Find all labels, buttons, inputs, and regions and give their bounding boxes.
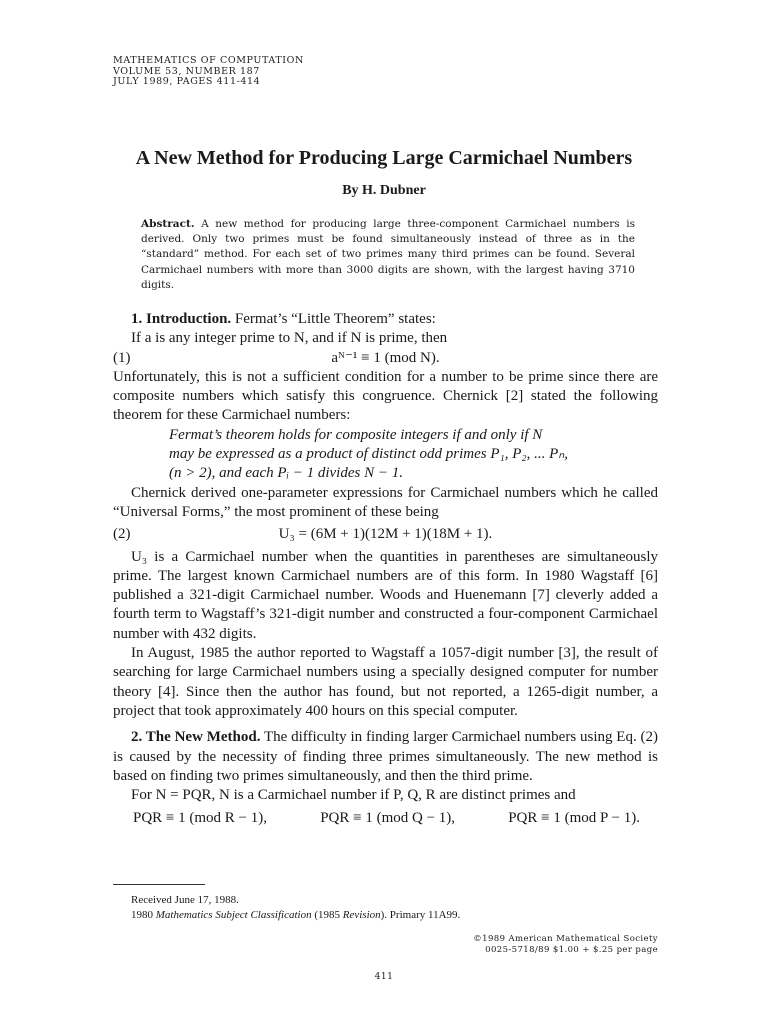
section-title-new-method: 2. The New Method. bbox=[131, 729, 261, 746]
footnotes bbox=[131, 893, 460, 923]
theorem-line-2: may be expressed as a product of distinct odd primes P₁, P₂, ... Pₙ, bbox=[169, 446, 568, 463]
equation-1 bbox=[113, 349, 658, 368]
page-number: 411 bbox=[374, 972, 394, 982]
intro-paragraph-1: Unfortunately, this is not a sufficient condition for a number to be prime since there are composite numbers which satisfy this congruence. Chernick [2] stated the following theorem for these Carmichael numbers: bbox=[113, 368, 658, 424]
copyright-notice bbox=[473, 934, 658, 956]
journal-date-pages: JULY 1989, PAGES 411-414 bbox=[113, 76, 261, 87]
body-text bbox=[113, 310, 658, 829]
journal-header bbox=[113, 56, 304, 88]
abstract-text: A new method for producing large three-component Carmichael numbers is derived. Only two primes must be found simultaneously instead of three as in the “standard” method. For each set of two primes many third primes can be found. Several Carmichael numbers with more than 3000 digits are shown, with the largest having 3710 digits. bbox=[141, 218, 635, 291]
theorem-line-3: (n > 2), and each Pᵢ − 1 divides N − 1. bbox=[169, 465, 403, 482]
intro-heading-paragraph bbox=[113, 310, 658, 329]
equation-2 bbox=[113, 525, 658, 544]
intro-paragraph-2: Chernick derived one-parameter expressions for Carmichael numbers which he called “Universal Forms,” the most prominent of these being bbox=[113, 484, 658, 520]
msc-suffix: ). Primary 11A99. bbox=[380, 909, 461, 921]
intro-paragraph-3: U₃ is a Carmichael number when the quantities in parentheses are simultaneously prime. The largest known Carmichael numbers are of this form. In 1980 Wagstaff [6] published a 321-digit Carmichael number. Woods and Huenemann [7] cleverly added a fourth term to Wagstaff’s 321-digit number and constructed a four-component Carmichael number with 432 digits. bbox=[113, 548, 658, 642]
theorem-line-1: Fermat’s theorem holds for composite integers if and only if N bbox=[169, 426, 543, 443]
journal-volume: VOLUME 53, NUMBER 187 bbox=[113, 65, 260, 77]
copyright-line-2: 0025-5718/89 $1.00 + $.25 per page bbox=[485, 945, 658, 955]
footnote-rule bbox=[113, 884, 205, 885]
intro-paragraph-4: In August, 1985 the author reported to Wagstaff a 1057-digit number [3], the result of searching for large Carmichael numbers using a specially designed computer for number theory [4]. Since then the author has found, but not reported, a 1265-digit number, a project that took approximately 400 hours on this special computer. bbox=[113, 645, 658, 719]
equation-3 bbox=[113, 809, 658, 828]
msc-paren: (1985 bbox=[311, 909, 343, 921]
section-title-introduction: 1. Introduction. bbox=[131, 311, 232, 327]
equation-2-body: U₃ = (6M + 1)(12M + 1)(18M + 1). bbox=[278, 526, 493, 543]
equation-1-body: aᴺ⁻¹ ≡ 1 (mod N). bbox=[331, 349, 440, 366]
msc-prefix: 1980 bbox=[131, 909, 156, 921]
chernick-theorem bbox=[169, 426, 658, 484]
abstract-label: Abstract. bbox=[141, 218, 195, 230]
author-byline: By H. Dubner bbox=[342, 183, 426, 198]
msc-italic: Mathematics Subject Classification bbox=[155, 909, 312, 921]
intro-lead: Fermat’s “Little Theorem” states: bbox=[231, 311, 436, 327]
paper-title: A New Method for Producing Large Carmichael Numbers bbox=[135, 147, 633, 169]
method-heading-paragraph bbox=[113, 728, 658, 786]
abstract bbox=[141, 217, 635, 293]
equation-3b: PQR ≡ 1 (mod Q − 1), bbox=[320, 810, 456, 827]
equation-3c: PQR ≡ 1 (mod P − 1). bbox=[508, 810, 640, 827]
equation-2-number: (2) bbox=[113, 526, 131, 543]
method-lead: The difficulty in finding larger Carmichael numbers using Eq. (2) is caused by the necessity of finding three primes simultaneously. The new method is based on finding two primes simultaneously, and then the third prime. bbox=[113, 729, 658, 784]
copyright-line-1: ©1989 American Mathematical Society bbox=[473, 934, 658, 944]
method-paragraph-2: For N = PQR, N is a Carmichael number if P, Q, R are distinct primes and bbox=[131, 787, 576, 804]
equation-3a: PQR ≡ 1 (mod R − 1), bbox=[133, 810, 268, 827]
footnote-received: Received June 17, 1988. bbox=[131, 894, 239, 906]
msc-revision: Revision bbox=[342, 909, 381, 921]
equation-1-number: (1) bbox=[113, 349, 131, 366]
journal-name: MATHEMATICS OF COMPUTATION bbox=[113, 55, 304, 66]
intro-line2: If a is any integer prime to N, and if N is prime, then bbox=[131, 330, 448, 347]
footnote-msc bbox=[131, 908, 460, 923]
